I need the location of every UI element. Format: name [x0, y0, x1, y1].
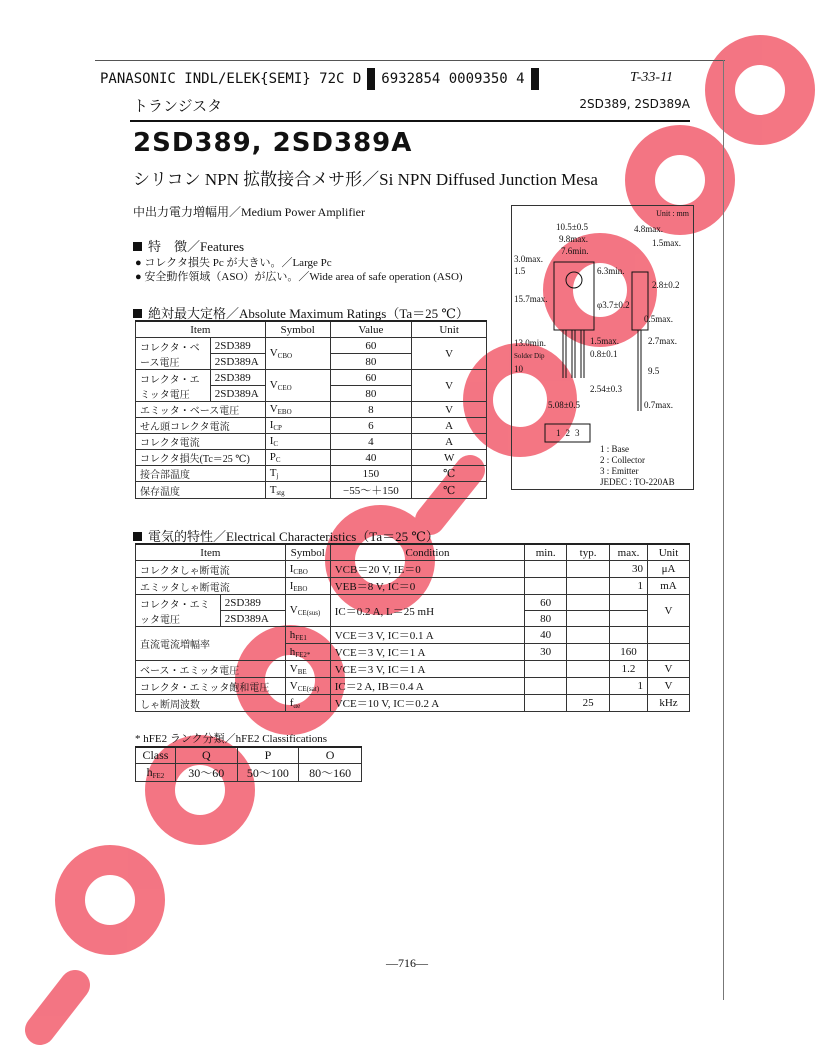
table-row: コレクタ・エミッタ電圧 2SD389 $V_{CE(sus)}$ IC＝0.2 A, L＝25 mH 60 V	[136, 595, 690, 611]
abs-max-table: Item Symbol Value Unit コレクタ・ベース電圧 2SD389 $V_{CBO}$ 60 V 2SD389A 80 コレクタ・エミッタ電圧 2SD389 $V_{CEO}$ 60 V 2SD389A 80 エミッタ・ベース電圧 $V_{EBO}$ 8 V せん頭コレクタ電流 $I_{CP}$ 6 A コレクタ電流 $I_C$ 4 A コレクタ損失(Tc＝25 ℃) $P_C$ 40 W 接合部温度 $T_j$ 150 ℃ 保存温度 $T_{stg}$ −55～＋150 ℃	[135, 320, 487, 499]
application: 中出力電力増幅用／Medium Power Amplifier	[133, 205, 365, 219]
scan-header-code: 6932854 0009350 4	[381, 71, 525, 87]
dim-label: 2.7max.	[648, 336, 677, 346]
dim-label: 2.54±0.3	[590, 384, 622, 394]
classification-heading: * hFE2 ランク分類／hFE2 Classifications	[135, 733, 327, 745]
dim-label: 13.0min.	[514, 338, 547, 348]
scan-header-line	[100, 68, 545, 90]
header-models: 2SD389, 2SD389A	[579, 97, 690, 111]
table-row: 2SD389A 80	[136, 386, 487, 402]
dim-label: 6.3min.	[597, 266, 625, 276]
dim-label: 10.5±0.5	[556, 222, 588, 232]
dim-label: 9.8max.	[559, 234, 588, 244]
table-row: ベース・エミッタ電圧 $V_{BE}$ VCE＝3 V, IC＝1 A 1.2 V	[136, 661, 690, 678]
unit-label: Unit : mm	[656, 209, 689, 218]
elec-table: Item Symbol Condition min. typ. max. Unit コレクタしゃ断電流 $I_{CBO}$ VCB＝20 V, IE＝0 30 μA エミッタしゃ断電流 $I_{EBO}$ VEB＝8 V, IC＝0 1 mA コレクタ・エミッタ電圧 2SD389 $V_{CE(sus)}$ IC＝0.2 A, L＝25 mH 60 V 2SD389A 80 直流電流増幅率 $h_{FE1}$ VCE＝3 V, IC＝0.1 A 40 $h_{FE2*}$ VCE＝3 V, IC＝1 A 30 160 ベース・エミッタ電圧 $V_{BE}$ VCE＝3 V, IC＝1 A 1.2 V コレクタ・エミッタ飽和電圧 $V_{CE(sat)}$ IC＝2 A, IB＝0.4 A 1 V しゃ断周波数 $f_{\alpha e}$ VCE＝10 V, IC＝0.2 A 25 kHz	[135, 543, 690, 712]
dim-label: 5.08±0.5	[548, 400, 580, 410]
table-row: エミッタ・ベース電圧 $V_{EBO}$ 8 V	[136, 402, 487, 418]
dim-label: 1.5	[514, 266, 526, 276]
header-rule	[130, 120, 690, 122]
table-row: コレクタ・エミッタ飽和電圧 $V_{CE(sat)}$ IC＝2 A, IB＝0.4 A 1 V	[136, 678, 690, 695]
dim-label: 0.5max.	[644, 314, 673, 324]
table-row: しゃ断周波数 $f_{\alpha e}$ VCE＝10 V, IC＝0.2 A 25 kHz	[136, 695, 690, 712]
subtitle: シリコン NPN 拡散接合メサ形／Si NPN Diffused Junction Mesa	[133, 170, 598, 189]
table-row: コレクタ損失(Tc＝25 ℃) $P_C$ 40 W	[136, 450, 487, 466]
table-row: 保存温度 $T_{stg}$ −55～＋150 ℃	[136, 482, 487, 499]
dim-label: Solder Dip	[514, 352, 545, 360]
table-row: コレクタしゃ断電流 $I_{CBO}$ VCB＝20 V, IE＝0 30 μA	[136, 561, 690, 578]
dim-label: 0.7max.	[644, 400, 673, 410]
table-row: 2SD389A 80	[136, 354, 487, 370]
package-diagram	[511, 205, 694, 490]
dim-label: 7.6min.	[561, 246, 589, 256]
dim-label: 4.8max.	[634, 224, 663, 234]
dim-label: 2.8±0.2	[652, 280, 680, 290]
page-title: 2SD389, 2SD389A	[133, 128, 413, 158]
features-heading: 特 徴／Features	[133, 236, 244, 255]
table-row: コレクタ・ベース電圧 2SD389 $V_{CBO}$ 60 V	[136, 338, 487, 354]
scan-border-top	[95, 60, 725, 61]
dim-label: φ3.7±0.2	[597, 300, 630, 310]
table-row: 2SD389A 80	[136, 611, 690, 627]
table-row: コレクタ・エミッタ電圧 2SD389 $V_{CEO}$ 60 V	[136, 370, 487, 386]
feature-item: ● コレクタ損失 Pc が大きい。／Large Pc	[135, 257, 332, 269]
pin-numbers: 123	[556, 428, 585, 438]
scan-border-right	[723, 60, 724, 1000]
dim-label: 1.5max.	[652, 238, 681, 248]
table-row: コレクタ電流 $I_C$ 4 A	[136, 434, 487, 450]
pin-legend: 1 : Base 2 : Collector 3 : Emitter JEDEC : TO-220AB	[600, 444, 675, 487]
elec-heading: 電気的特性／Electrical Characteristics（Ta＝25 ℃）	[133, 526, 439, 545]
dim-label: 9.5	[648, 366, 660, 376]
scan-header-left: PANASONIC INDL/ELEK{SEMI} 72C D	[100, 71, 362, 87]
dim-label: 0.8±0.1	[590, 349, 618, 359]
dim-label: 3.0max.	[514, 254, 543, 264]
table-row: せん頭コレクタ電流 $I_{CP}$ 6 A	[136, 418, 487, 434]
page-number: —716—	[386, 956, 428, 970]
category-label: トランジスタ	[133, 97, 223, 115]
dim-label: 1.5max.	[590, 336, 619, 346]
table-row: エミッタしゃ断電流 $I_{EBO}$ VEB＝8 V, IC＝0 1 mA	[136, 578, 690, 595]
table-row: 直流電流増幅率 $h_{FE1}$ VCE＝3 V, IC＝0.1 A 40	[136, 627, 690, 644]
handwritten-note: T-33-11	[630, 70, 674, 85]
table-row: $h_{FE2*}$ VCE＝3 V, IC＝1 A 30 160	[136, 644, 690, 661]
feature-item: ● 安全動作領域（ASO）が広い。／Wide area of safe operation (ASO)	[135, 271, 463, 283]
abs-max-heading: 絶対最大定格／Absolute Maximum Ratings（Ta＝25 ℃）	[133, 303, 469, 322]
table-row: 接合部温度 $T_j$ 150 ℃	[136, 466, 487, 482]
dim-label: 15.7max.	[514, 294, 548, 304]
table-row: $h_{FE2}$ 30～60 50～100 80～160	[136, 764, 362, 782]
dim-label: 10	[514, 364, 523, 374]
classification-table: Class Q P O $h_{FE2}$ 30～60 50～100 80～160	[135, 746, 362, 782]
